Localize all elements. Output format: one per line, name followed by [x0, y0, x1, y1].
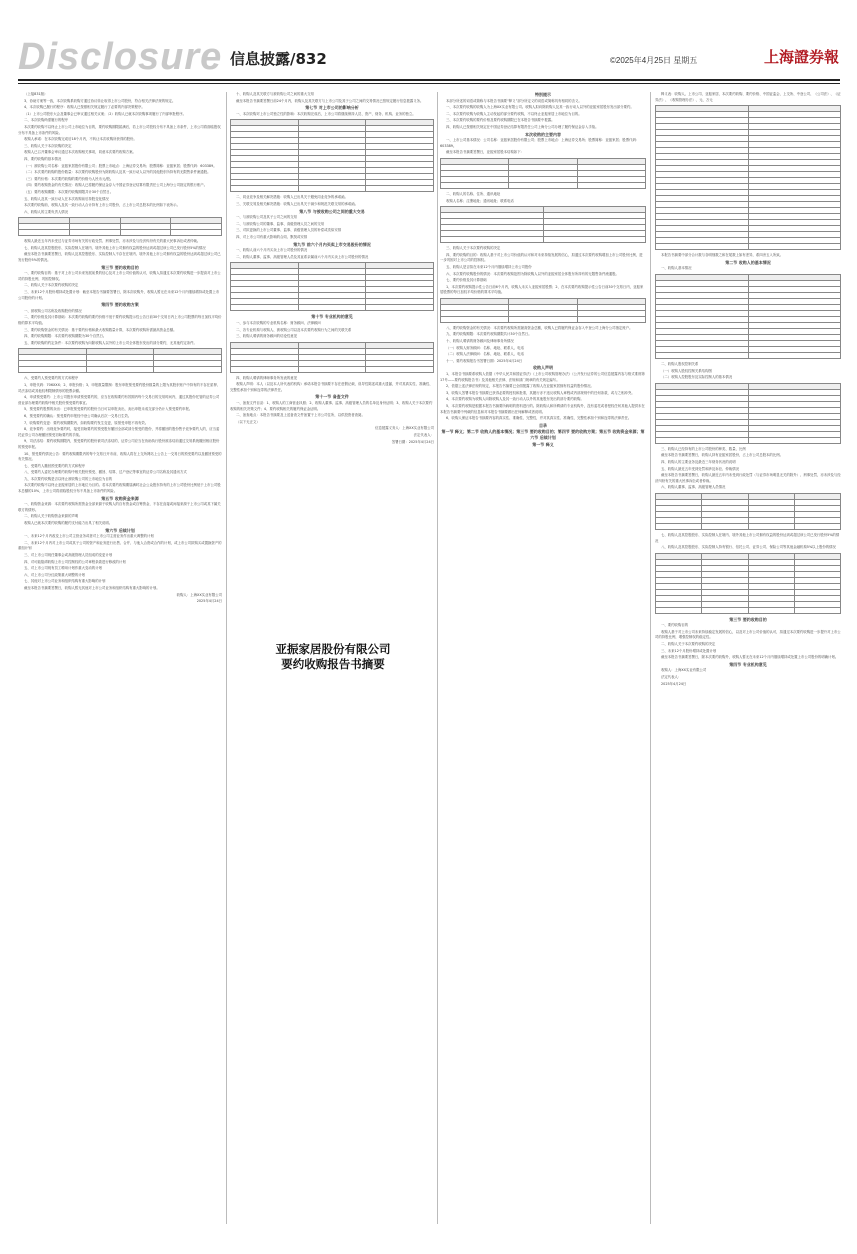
- body-paragraph: 2、依据上述法律法规的规定，本报告书摘要已全面披露了收购人在亚振家居拥有权益的股份情况。: [446, 384, 594, 389]
- section-heading: 第四节 专业机构意见: [729, 661, 767, 667]
- signature-line: 2025年4月24日: [196, 599, 222, 604]
- table-cell: [748, 437, 841, 443]
- body-paragraph: 4、本次要约收购为收购人向除收购人及其一致行动人以外的其他股东发出的部分要约收购。: [446, 397, 584, 402]
- body-paragraph: 本次要约收购不以终止亚振家居的上市地位为目的。若本次要约收购期届满时社会公众股东持有的上市公司股份比例低于上市公司股本总额的10%，上市公司将面临股权分布不具备上市条件的风险。: [18, 483, 221, 494]
- table-row: [441, 316, 646, 322]
- table-cell: [702, 523, 748, 529]
- body-paragraph: （一）收购人股权控制关系结构图: [661, 368, 712, 373]
- table-cell: [154, 367, 222, 373]
- signature-line: 收购人：上海XX实业有限公司: [176, 592, 222, 597]
- notice-title: [258, 642, 408, 672]
- body-paragraph: （三）要约价格：本次要约收购的要约价格为人民币元/股。: [24, 176, 114, 181]
- table-cell: [441, 182, 509, 188]
- data-table: [655, 105, 841, 250]
- section-heading: 第六节 后续计划: [105, 527, 135, 533]
- table-cell: [748, 523, 794, 529]
- body-paragraph: 二、收购人股权控制关系: [661, 361, 699, 366]
- body-paragraph: 二、本次收购尚需履行的程序: [24, 118, 69, 123]
- table-cell: [366, 305, 434, 311]
- body-paragraph: 七、收购人及其控股股东、实际控制人在境内、境外其他上市公司拥有权益的股份达到或超过该公司已发行股份5%的情况: [24, 245, 206, 250]
- body-paragraph: 三、对拟更换的上市公司董事、监事、高级管理人员的补偿或类似安排: [236, 228, 342, 233]
- table-cell: [366, 366, 434, 372]
- body-paragraph: 四、要约收购期限：本次要约收购期限为30个自然日。: [24, 334, 107, 339]
- table-row: [231, 305, 434, 311]
- data-table: [230, 342, 434, 373]
- body-paragraph: 四、要约收购的基本情况: [24, 156, 62, 161]
- table-row: [441, 182, 646, 188]
- table-cell: [171, 230, 222, 236]
- body-paragraph: 一、本次要约收购的收购人为上海XX实业有限公司。收购人拟向除收购人及其一致行动人以外的亚振家居股东发出部分要约。: [446, 105, 634, 110]
- table-row: [656, 352, 841, 358]
- body-paragraph: （上接831版）: [24, 92, 48, 96]
- data-table: [440, 298, 646, 323]
- body-paragraph: 一、收购资金来源：本次要约收购所需资金全部来源于收购人的自有资金或自筹资金，不存在直接或间接来源于上市公司或其下属关联方的情形。: [18, 502, 221, 512]
- table-cell: [298, 366, 366, 372]
- body-paragraph: 四、收购人已按照相关规定在中国证券登记结算有限责任公司上海分公司办理了履约保证金存入手续。: [446, 124, 599, 129]
- body-paragraph: 七、受要约人撤回预受要约的方式和程序: [24, 463, 86, 468]
- body-paragraph: 截至本报告书摘要签署日，收购人最近五年内未受到行政处罚（与证券市场明显无关的除外）、刑事处罚，亦未涉及与经济纠纷有关的重大民事诉讼或者仲裁。: [655, 473, 841, 483]
- section-label: 信息披露/832: [230, 50, 327, 68]
- company-name: 亚振家居股份有限公司: [275, 642, 391, 656]
- table-cell: [748, 244, 841, 250]
- table-cell: [656, 607, 702, 613]
- body-paragraph: （以下无正文）: [236, 419, 260, 424]
- section-heading: 第五节 收购资金来源: [101, 495, 139, 501]
- body-paragraph: 三、收购人聘请的财务顾问的结论性意见: [236, 334, 298, 339]
- section-heading: 本次收购的主要内容: [525, 131, 561, 137]
- table-cell: [231, 366, 299, 372]
- body-paragraph: 一、本次收购对上市公司独立性的影响：本次收购完成后，上市公司将继续保持人员、资产、财务、机构、业务的独立。: [236, 111, 416, 116]
- disclosure-brand: Disclosure: [18, 36, 223, 78]
- body-paragraph: 收购人承诺：在本次收购完成后18个月内，不转让本次收购所获得的股份。: [24, 137, 137, 142]
- table-cell: [366, 186, 434, 192]
- body-paragraph: 五、收购人最近五年受到处罚和涉及诉讼、仲裁情况: [661, 466, 739, 471]
- body-paragraph: 一、参与本次收购的专业机构名称：财务顾问、法律顾问: [236, 320, 321, 325]
- data-table: [440, 206, 646, 243]
- body-paragraph: 三、收购人已经持有的上市公司股份的种类、数量、比例: [661, 446, 746, 451]
- body-paragraph: 1、本报告书摘要系收购人依据《中华人民共和国证券法》《上市公司收购管理办法》《公开发行证券的公司信息披露内容与格式准则第17号——要约收购报告书》及其他相关法律、法规和部门规章的有关规定编写。: [440, 372, 645, 382]
- section-heading: 收购人声明: [533, 365, 553, 371]
- body-paragraph: 释义表：收购人、上市公司、亚振家居、本次要约收购、要约价格、中国证监会、上交所、中登公司、《公司法》、《证券法》、《收购管理办法》、元、万元: [655, 92, 841, 102]
- body-paragraph: 6、收购人保证本报告书摘要内容的真实性、准确性、完整性，并对其真实性、准确性、完整性承担个别和连带的法律责任。: [446, 416, 632, 421]
- table-cell: [702, 607, 748, 613]
- section-heading: 第十一节 备查文件: [315, 394, 349, 400]
- body-paragraph: 四、收购人的主要业务及最近三年财务状况的说明: [661, 459, 736, 464]
- section-heading: 特别提示: [535, 92, 551, 97]
- table-cell: [748, 607, 794, 613]
- body-paragraph: （二）本次要约收购的股份数量：本次要约收购股份为除收购人及其一致行动人以外的其他股东所持有的无限售条件流通股。: [24, 170, 211, 175]
- body-paragraph: 七、其他对上市公司业务和组织结构有重大影响的计划: [24, 579, 106, 584]
- table-row: [19, 230, 222, 236]
- table-cell: [509, 182, 577, 188]
- body-paragraph: 一、被收购公司名称及收购股份的情况: [24, 308, 82, 313]
- body-paragraph: 三、收购人关于本次收购的决定: [24, 143, 72, 148]
- body-paragraph: 二、各专业机构与收购人、被收购公司以及本次要约收购行为之间的关联关系: [236, 327, 352, 332]
- body-paragraph: 三、关联交易及相关解决措施：收购人已出具关于减少和规范关联交易的承诺函。: [236, 201, 359, 206]
- header-rule-thin: [18, 83, 840, 84]
- table-row: [19, 367, 222, 373]
- table-cell: [120, 230, 171, 236]
- table-cell: [86, 367, 154, 373]
- body-paragraph: 一、要约收购目的: [661, 623, 689, 628]
- body-paragraph: 截至本报告书摘要签署日前24个月内，收购人及其关联方与上市公司及其子公司之间的交易情况已按规定履行信息披露义务。: [236, 98, 424, 103]
- column-1: [18, 92, 222, 1224]
- header-rule: [18, 79, 840, 81]
- section-heading: 第七节 对上市公司的影响分析: [305, 105, 359, 111]
- body-paragraph: 法定代表人：: [661, 675, 682, 680]
- section-heading: 第一节 释义；第二节 收购人的基本情况；第三节 要约收购目的；第四节 要约收购方案；第五节 收购资金来源；第六节 后续计划: [441, 429, 645, 440]
- body-paragraph: 二、收购人的名称、住所、通讯地址: [446, 191, 501, 196]
- body-paragraph: 八、收购人及其控股股东、实际控制人持有银行、信托公司、证券公司、保险公司等其他金融机构5%以上股份的情况: [661, 545, 836, 550]
- body-paragraph: 6、预受要约的确认：预受要约申报经中登公司确认后次一交易日生效。: [24, 413, 132, 418]
- body-paragraph: （1）上市公司股东大会及董事会已审议通过相关议案；（2）收购人已就本次收购事项履行了内部审批程序。: [24, 111, 186, 116]
- body-paragraph: 五、收购人及其一致行动人在本次收购前后持股变化情况: [24, 196, 109, 201]
- body-paragraph: 1、申报代码：706XXX；2、申报价格；3、申报数量限制：股东申报预受要约股份数量的上限为其股东账户中持有的不存在质押、司法冻结或其他权利限制情形的股票余额。: [18, 382, 221, 393]
- table-cell: [69, 230, 120, 236]
- body-paragraph: 二、本次要约收购为收购人主动发起的部分要约收购，不以终止亚振家居上市地位为目的。: [446, 111, 582, 116]
- section-heading: 第四节 要约收购方案: [101, 302, 139, 308]
- body-paragraph: 六、收购人董事、监事、高级管理人员情况: [661, 485, 726, 490]
- body-paragraph: 8、竞争要约：出现竞争要约时，接受初始要约的预受股东撤回全部或部分预受的股份，并将撤回的股份售予竞争要约人的，应当委托证券公司办理撤回预受初始要约的手续。: [18, 427, 220, 437]
- body-paragraph: 截至本报告书摘要签署日，收购人及其控股股东、实际控制人不存在在境内、境外其他上市公司拥有权益的股份达到或超过该公司已发行股份5%的情况。: [18, 252, 221, 263]
- section-heading: 第九节 前六个月内买卖上市交易股份的情况: [293, 241, 371, 247]
- body-paragraph: 二、收购人关于收购资金来源的声明: [24, 514, 79, 519]
- body-paragraph: 七、要约价格及其计算基础: [446, 278, 487, 283]
- table-cell: [543, 237, 646, 243]
- body-paragraph: 六、本次要约收购股份的情况：本次要约收购范围为除收购人以外的亚振家居全体股东所持有的无限售条件流通股。: [446, 271, 619, 276]
- body-paragraph: 三、未来12个月股份增持或处置计划: [661, 648, 717, 653]
- body-paragraph: 3、协助方案等一致，本次收购系收购方通过协议转让取得上市公司股份，符合相关法律法规的规定。: [24, 98, 176, 103]
- body-paragraph: （一）被收购公司名称：亚振家居股份有限公司；股票上市地点：上海证券交易所；股票简称：亚振家居；股票代码：603389。: [24, 163, 217, 168]
- section-heading: 第八节 与被收购公司之间的重大交易: [299, 208, 365, 214]
- body-paragraph: 收购人基于对上市公司未来持续稳定发展的信心，以及对上市公司价值的认可，拟通过本次要约收购进一步提升对上市公司的持股比例，增强控制权的稳定性。: [655, 629, 841, 640]
- body-paragraph: 八、要约收购资金的有关情况：本次要约收购所需最高资金总额，收购人已将履约保证金存入中登公司上海分公司指定账户。: [446, 325, 633, 330]
- section-heading: 第一节 释义: [532, 441, 554, 447]
- body-paragraph: 10、预受要约情况公告：要约收购期限内的每个交易日开市前，收购人将在上交所网站上公告上一交易日的预受要约以及撤回预受的有关情况。: [18, 451, 222, 462]
- data-table: [440, 158, 646, 189]
- table-cell: [794, 607, 840, 613]
- body-paragraph: 本报告书摘要中部分合计数与各明细数之和在尾数上如有差异，系四舍五入所致。: [661, 253, 784, 258]
- body-paragraph: 4、申请预受要约：上市公司股东申请预受要约的，应当在收购要约有效期内每个交易日的交易时间内，通过其股份托管的证券公司营业部办理要约收购中相关股份预受要约事宜。: [18, 395, 220, 405]
- body-paragraph: 截至本报告书摘要签署日，收购人持有亚振家居股份，占上市公司总股本的比例。: [661, 453, 784, 458]
- signature-line: 签署日期：2025年4月24日: [391, 439, 434, 444]
- data-table: [230, 262, 434, 311]
- table-cell: [794, 523, 840, 529]
- body-paragraph: 收购人名称；注册地址；通讯地址；联系电话: [446, 198, 514, 203]
- column-divider: [650, 92, 651, 1224]
- newspaper-logo: 上海證券報: [764, 48, 840, 66]
- body-paragraph: 1、本次要约收购提示性公告日前6个月内，收购人未买入亚振家居股票；2、在本次要约收购提示性公告日前30个交易日内，亚振家居股票的每日加权平均价格的算术平均值。: [440, 284, 644, 295]
- table-row: [656, 244, 841, 250]
- body-paragraph: 3、收购人签署本报告书摘要已获得必要的授权和批准，其履行亦不违反收购人章程或内部规则中的任何条款，或与之相冲突。: [446, 390, 635, 395]
- table-cell: [656, 352, 749, 358]
- body-paragraph: 二、收购人关于本次要约收购的决定: [24, 283, 79, 288]
- table-cell: [298, 186, 366, 192]
- body-paragraph: 5、本次要约收购是根据本报告书摘要所载明的资料进行的。除收购人和所聘请的专业机构外，没有委托或者授权任何其他人提供未在本报告书摘要中列载的信息和对本报告书摘要做出任何解释或者说明。: [440, 404, 645, 414]
- body-paragraph: 六、受要约人预受要约的方式和程序: [24, 376, 79, 381]
- body-paragraph: 二、收购人关于本次要约收购的决定: [661, 642, 716, 647]
- table-row: [231, 186, 434, 192]
- signature-line: 信息披露义务人：上海XX实业有限公司: [375, 426, 434, 431]
- body-paragraph: 十一、要约收购报告书签署日期：2025年4月24日: [446, 358, 523, 363]
- table-cell: [231, 305, 299, 311]
- table-cell: [748, 352, 841, 358]
- body-paragraph: 三、对上市公司现任董事会或高级管理人员组成的变更计划: [24, 553, 113, 557]
- body-paragraph: 十、收购人聘请的财务顾问及律师事务所情况: [446, 339, 514, 344]
- body-paragraph: 一、收购人基本情况: [661, 266, 692, 271]
- table-cell: [656, 523, 702, 529]
- section-heading: 第三节 要约收购目的: [729, 616, 767, 622]
- body-paragraph: 三、未来12个月股份增持或处置计划：截至本报告书摘要签署日，除本次收购外，收购人暂无在未来12个月内继续增持或处置上市公司股份的计划。: [18, 290, 220, 300]
- body-paragraph: （二）收购人法律顾问：名称、地址、联系人、电话: [446, 352, 524, 357]
- body-paragraph: （四）要约收购资金的有关情况：收购人已将履约保证金存入中国证券登记结算有限责任公司上海分公司指定的银行账户。: [24, 183, 208, 188]
- body-paragraph: 一、备查文件目录：1、收购人的工商营业执照；2、收购人董事、监事、高级管理人员的名单及身份证明；3、收购人关于本次要约收购的相关决策文件；4、要约收购相关的履约保证金证明。: [230, 401, 433, 411]
- data-table: [230, 119, 434, 192]
- table-cell: [19, 230, 70, 236]
- body-paragraph: 八、受要约人委托办理要约收购中相关股份预受、撤回、结算、过户登记等事宜的证券公司名称及其通讯方式: [24, 470, 187, 475]
- body-paragraph: 四、对可能阻碍收购上市公司控制权的公司章程条款进行修改的计划: [24, 559, 126, 564]
- table-cell: [577, 316, 645, 322]
- body-paragraph: 一、未来12个月内改变上市公司主营业务或者对上市公司主营业务作出重大调整的计划: [24, 534, 154, 539]
- table-row: [656, 437, 841, 443]
- body-paragraph: 三、本次要约收购的要约价格及要约收购期限已在本报告书摘要中披露。: [446, 118, 555, 123]
- table-cell: [577, 182, 645, 188]
- body-paragraph: （五）要约收购期限：本次要约收购期限共计30个自然日。: [24, 189, 114, 194]
- table-row: [231, 366, 434, 372]
- body-paragraph: （一）收购人财务顾问：名称、地址、联系人、电话: [446, 345, 524, 350]
- table-row: [656, 607, 841, 613]
- body-paragraph: （二）收购人控股股东及实际控制人的基本情况: [661, 375, 733, 380]
- body-paragraph: 收购人：上海XX实业有限公司: [661, 668, 707, 673]
- body-paragraph: 二、同业竞争及相关解决措施：收购人已出具关于避免同业竞争的承诺函。: [236, 195, 348, 200]
- body-paragraph: 一、与被收购公司及其子公司之间的交易: [236, 215, 298, 220]
- body-paragraph: 本部分所述的词语或简称与本报告书摘要“释义”部分所定义的词语或简称具有相同的含义。: [446, 98, 582, 103]
- table-cell: [509, 316, 577, 322]
- data-table: [655, 493, 841, 530]
- body-paragraph: 五、收购人是否拟在未来12个月内继续增持上市公司股份: [446, 264, 532, 269]
- body-paragraph: 收购人已召开董事会审议通过本次收购相关事项，同意本次要约收购方案。: [24, 150, 136, 155]
- column-divider: [437, 92, 438, 1224]
- data-table: [18, 348, 222, 373]
- section-heading: 第十节 专业机构的意见: [311, 314, 353, 320]
- body-paragraph: 收购人最近五年内未受过与证券市场有关的行政处罚、刑事处罚，亦未涉及与经济纠纷有关的重大民事诉讼或者仲裁。: [24, 239, 201, 244]
- body-paragraph: 三、要约收购资金的有关情况：基于要约价格和最大收购数量计算，本次要约收购所需最高资金总额。: [24, 327, 177, 332]
- body-paragraph: 九、本次要约收购是否以终止被收购公司的上市地位为目的: [24, 476, 113, 481]
- body-paragraph: 二、收购人董事、监事、高级管理人员及其直系亲属前六个月内买卖上市公司股份的情况: [236, 254, 369, 259]
- table-cell: [441, 316, 509, 322]
- column-4: [655, 92, 841, 1224]
- body-paragraph: 收购人已就本次要约收购的履约支付能力出具了相关说明。: [24, 521, 113, 526]
- body-paragraph: 一、收购人前六个月内买卖上市公司股份的情况: [236, 248, 308, 253]
- publish-date: ©2025年4月25日 星期五: [610, 56, 698, 65]
- data-table: [655, 553, 841, 614]
- body-paragraph: 截至本报告书摘要签署日，收购人暂无其他对上市公司业务和组织结构有重大影响的计划。: [24, 585, 160, 590]
- body-paragraph: 三、收购人关于本次要约收购的决定: [446, 246, 501, 251]
- body-paragraph: 四、要约收购的目的：收购人基于对上市公司价值的认可和对未来持续发展的信心，拟通过本次要约收购增加上市公司股份比例，进一步巩固对上市公司的控制权。: [440, 252, 643, 263]
- table-row: [441, 237, 646, 243]
- body-paragraph: 本次要约收购不以终止上市公司上市地位为目的，要约收购期限届满后，若上市公司股权分布不具备上市条件，上市公司将面临股权分布不具备上市条件的风险。: [18, 124, 221, 135]
- body-paragraph: 五、对上市公司现有员工聘用计划作重大变动的计划: [24, 566, 102, 571]
- section-heading: 目录: [539, 422, 547, 428]
- table-cell: [298, 305, 366, 311]
- body-paragraph: 7、收购要约变更：要约收购期限内，如收购要约发生变更，原预受申报不再有效。: [24, 420, 149, 425]
- signature-line: 法定代表人：: [413, 433, 434, 438]
- data-table: [18, 217, 222, 236]
- section-heading: 第三节 要约收购目的: [101, 264, 139, 270]
- table-cell: [19, 367, 87, 373]
- table-cell: [656, 244, 749, 250]
- body-paragraph: 二、未来12个月内对上市公司或其子公司的资产和业务进行出售、合并、与他人合资或合作的计划，或上市公司拟购买或置换资产的重组计划: [18, 540, 222, 551]
- table-cell: [656, 437, 749, 443]
- body-paragraph: 四、收购人聘请的律师事务所发表的意见: [236, 375, 298, 380]
- body-paragraph: 十、收购人及其关联方与被收购公司之间的重大交易: [236, 92, 314, 96]
- body-paragraph: 二、备查地点：本报告书摘要及上述备查文件备置于上市公司住所，以供投资者查阅。: [236, 413, 365, 418]
- body-paragraph: 2025年4月24日: [661, 681, 687, 686]
- body-paragraph: 4、本次收购已履行的程序：收购人已按照相关规定履行了必要的内部决策程序。: [24, 105, 145, 110]
- body-paragraph: 9、司法冻结：要约收购期限内，预受要约的股份被司法冻结的，证券公司应当在协助执行股份被冻结前通过交易系统撤回相应股份的预受申报。: [18, 439, 220, 449]
- body-paragraph: 一、要约收购目的：基于对上市公司未来发展前景的信心及对上市公司价值的认可，收购人拟通过本次要约收购进一步提高对上市公司的持股比例，巩固控制权。: [18, 271, 221, 281]
- body-paragraph: 截至本报告书摘要签署日，除本次要约收购外，收购人暂无在未来12个月内继续增持或处置上市公司股份的明确计划。: [661, 655, 839, 660]
- data-table: [655, 274, 841, 359]
- body-paragraph: 六、对上市公司分红政策重大调整的计划: [24, 572, 86, 577]
- body-paragraph: 九、要约收购期限：本次要约收购期限共计30个自然日。: [446, 332, 532, 337]
- body-paragraph: 收购人声明：本人（以及本人所代表的机构）承诺本报告书摘要不存在虚假记载、误导性陈述或重大遗漏，并对其真实性、准确性、完整性承担个别和连带的法律责任。: [230, 382, 433, 392]
- body-paragraph: 四、对上市公司有重大影响的合同、默契或安排: [236, 234, 308, 239]
- table-cell: [231, 186, 299, 192]
- body-paragraph: 二、与被收购公司的董事、监事、高级管理人员之间的交易: [236, 221, 325, 226]
- section-heading: 第二节 收购人的基本情况: [725, 259, 771, 265]
- body-paragraph: 六、收购人的主要负责人情况: [24, 209, 69, 214]
- column-divider: [226, 92, 227, 1224]
- page-header: [0, 0, 857, 78]
- table-row: [656, 523, 841, 529]
- table-cell: [441, 237, 544, 243]
- body-paragraph: 七、收购人及其控股股东、实际控制人在境内、境外其他上市公司拥有权益的股份达到或超过该公司已发行股份5%的情况: [655, 532, 840, 543]
- data-table: [655, 383, 841, 444]
- body-paragraph: 五、要约收购的约定条件：本次要约收购为向除收购人以外的上市公司全体股东发出的部分要约，无其他约定条件。: [24, 340, 197, 345]
- body-paragraph: 一、上市公司基本情况：公司名称：亚振家居股份有限公司；股票上市地点：上海证券交易所；股票简称：亚振家居；股票代码：603389。: [440, 138, 640, 148]
- body-paragraph: 5、预受要约股票的卖出：已申报预受要约的股份当日可以申报卖出，卖出申报未成交部分仍计入预受要约申报。: [24, 407, 193, 412]
- column-3: [440, 92, 646, 1224]
- body-paragraph: 二、要约价格及其计算基础：本次要约收购的要约价格不低于要约收购提示性公告日前30个交易日内上市公司股票的每日加权平均价格的算术平均值。: [18, 315, 222, 325]
- body-paragraph: 截至本报告书摘要签署日，亚振家居股本结构如下：: [446, 150, 524, 155]
- body-paragraph: 本次要约收购前，收购人及其一致行动人合计持有上市公司股份，占上市公司总股本的比例如下表所示。: [24, 203, 180, 208]
- report-title: 要约收购报告书摘要: [281, 657, 385, 671]
